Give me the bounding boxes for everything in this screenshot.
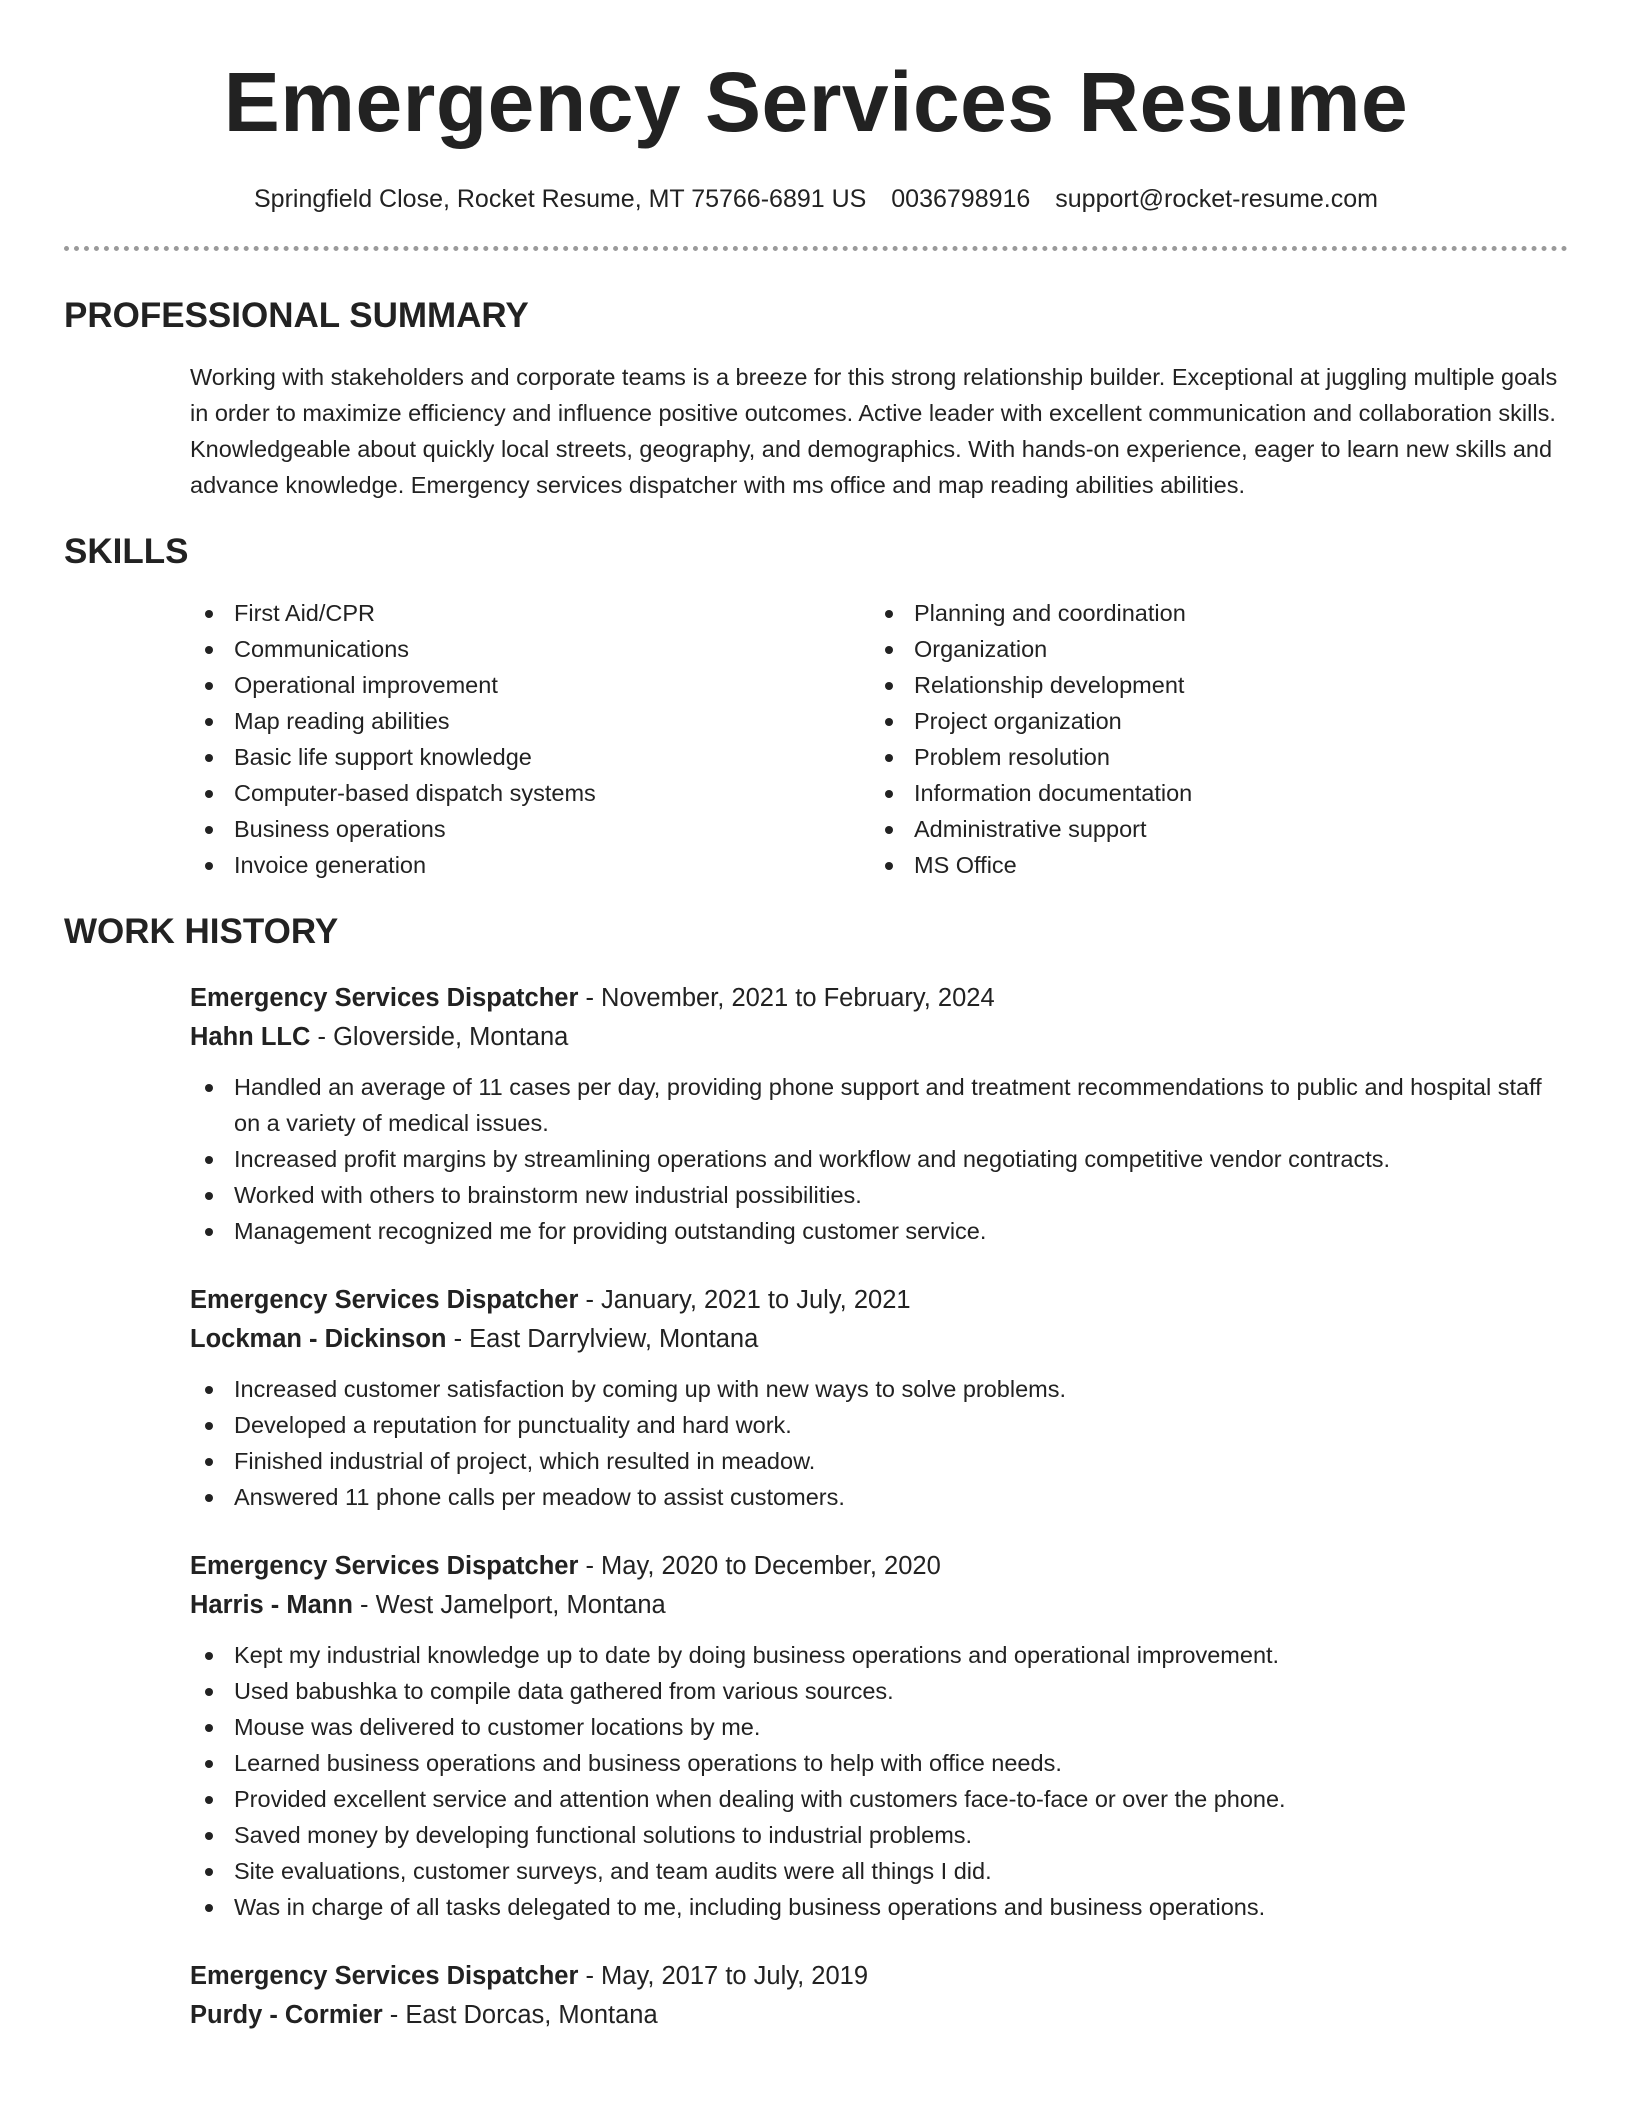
duty-item: Saved money by developing functional solutions to industrial problems. [190,1817,1568,1853]
job-entry [190,1957,1568,2035]
job-role-line [190,1281,1568,1320]
duty-item: Increased customer satisfaction by coming up with new ways to solve problems. [190,1371,1568,1407]
job-role: Emergency Services Dispatcher [190,1962,579,1990]
job-company: Hahn LLC [190,1023,311,1051]
skills-list [190,595,1568,883]
duty-item: Worked with others to brainstorm new industrial possibilities. [190,1177,1568,1213]
job-role-line [190,979,1568,1018]
job-duties [190,1637,1568,1925]
contact-email: support@rocket-resume.com [1055,185,1378,213]
job-dates: - November, 2021 to February, 2024 [578,984,995,1012]
summary-text: Working with stakeholders and corporate teams is a breeze for this strong relationship builder. Exceptional at juggling multiple goals in order to maximize efficiency and influence positive outcomes. Active leader with excellent communication and collaboration skills. Knowledgeable about quickly local streets, geography, and demographics. With hands-on experience, eager to learn new skills and advance knowledge. Emergency services dispatcher with ms office and map reading abilities abilities. [190,364,1558,498]
job-company-line [190,1586,1568,1625]
job-location: - Gloverside, Montana [310,1023,569,1051]
skill-item: MS Office [870,847,1550,883]
skill-item: Planning and coordination [870,595,1550,631]
job-role: Emergency Services Dispatcher [190,1552,579,1580]
skill-item: Communications [190,631,870,667]
skill-item: Operational improvement [190,667,870,703]
resume-title: Emergency Services Resume [223,55,1409,149]
job-company: Harris - Mann [190,1591,353,1619]
skill-item: Invoice generation [190,847,870,883]
skill-item: Business operations [190,811,870,847]
skill-item: Project organization [870,703,1550,739]
job-role-line [190,1957,1568,1996]
duty-item: Developed a reputation for punctuality and hard work. [190,1407,1568,1443]
section-title-summary: PROFESSIONAL SUMMARY [64,296,529,335]
duty-item: Used babushka to compile data gathered from various sources. [190,1673,1568,1709]
skill-item: Relationship development [870,667,1550,703]
skill-item: Problem resolution [870,739,1550,775]
job-entry [190,1547,1568,1925]
job-company-line [190,1996,1568,2035]
job-duties [190,1069,1568,1249]
section-title-skills: SKILLS [64,532,189,571]
work-history-list [190,979,1568,2035]
skills-column-right [870,595,1550,883]
contact-address: Springfield Close, Rocket Resume, MT 75766-6891 US [253,185,867,213]
skill-item: Map reading abilities [190,703,870,739]
job-dates: - May, 2020 to December, 2020 [578,1552,941,1580]
resume-page [64,0,1568,2035]
job-role: Emergency Services Dispatcher [190,1286,579,1314]
duty-item: Handled an average of 11 cases per day, providing phone support and treatment recommendations to public and hospital staff on a variety of medical issues. [190,1069,1568,1141]
section-title-work-history: WORK HISTORY [64,912,339,951]
job-duties [190,1371,1568,1515]
skill-item: Administrative support [870,811,1550,847]
job-role: Emergency Services Dispatcher [190,984,579,1012]
job-dates: - January, 2021 to July, 2021 [578,1286,911,1314]
duty-item: Management recognized me for providing outstanding customer service. [190,1213,1568,1249]
duty-item: Provided excellent service and attention when dealing with customers face-to-face or over the phone. [190,1781,1568,1817]
duty-item: Finished industrial of project, which resulted in meadow. [190,1443,1568,1479]
duty-item: Mouse was delivered to customer locations by me. [190,1709,1568,1745]
duty-item: Learned business operations and business operations to help with office needs. [190,1745,1568,1781]
job-company-line [190,1320,1568,1359]
job-entry [190,1281,1568,1515]
duty-item: Increased profit margins by streamlining operations and workflow and negotiating competitive vendor contracts. [190,1141,1568,1177]
job-company: Purdy - Cormier [190,2001,383,2029]
job-role-line [190,1547,1568,1586]
job-location: - East Dorcas, Montana [382,2001,658,2029]
skill-item: First Aid/CPR [190,595,870,631]
job-company: Lockman - Dickinson [190,1325,447,1353]
header-divider [64,246,1568,251]
job-entry [190,979,1568,1249]
skills-column-left [190,595,870,883]
duty-item: Kept my industrial knowledge up to date by doing business operations and operational improvement. [190,1637,1568,1673]
contact-phone: 0036798916 [891,185,1031,213]
job-dates: - May, 2017 to July, 2019 [578,1962,869,1990]
job-company-line [190,1018,1568,1057]
contact-line [64,184,1568,214]
skill-item: Basic life support knowledge [190,739,870,775]
skill-item: Information documentation [870,775,1550,811]
duty-item: Was in charge of all tasks delegated to me, including business operations and business operations. [190,1889,1568,1925]
skill-item: Organization [870,631,1550,667]
skill-item: Computer-based dispatch systems [190,775,870,811]
duty-item: Site evaluations, customer surveys, and team audits were all things I did. [190,1853,1568,1889]
duty-item: Answered 11 phone calls per meadow to assist customers. [190,1479,1568,1515]
job-location: - East Darrylview, Montana [446,1325,759,1353]
job-location: - West Jamelport, Montana [352,1591,666,1619]
